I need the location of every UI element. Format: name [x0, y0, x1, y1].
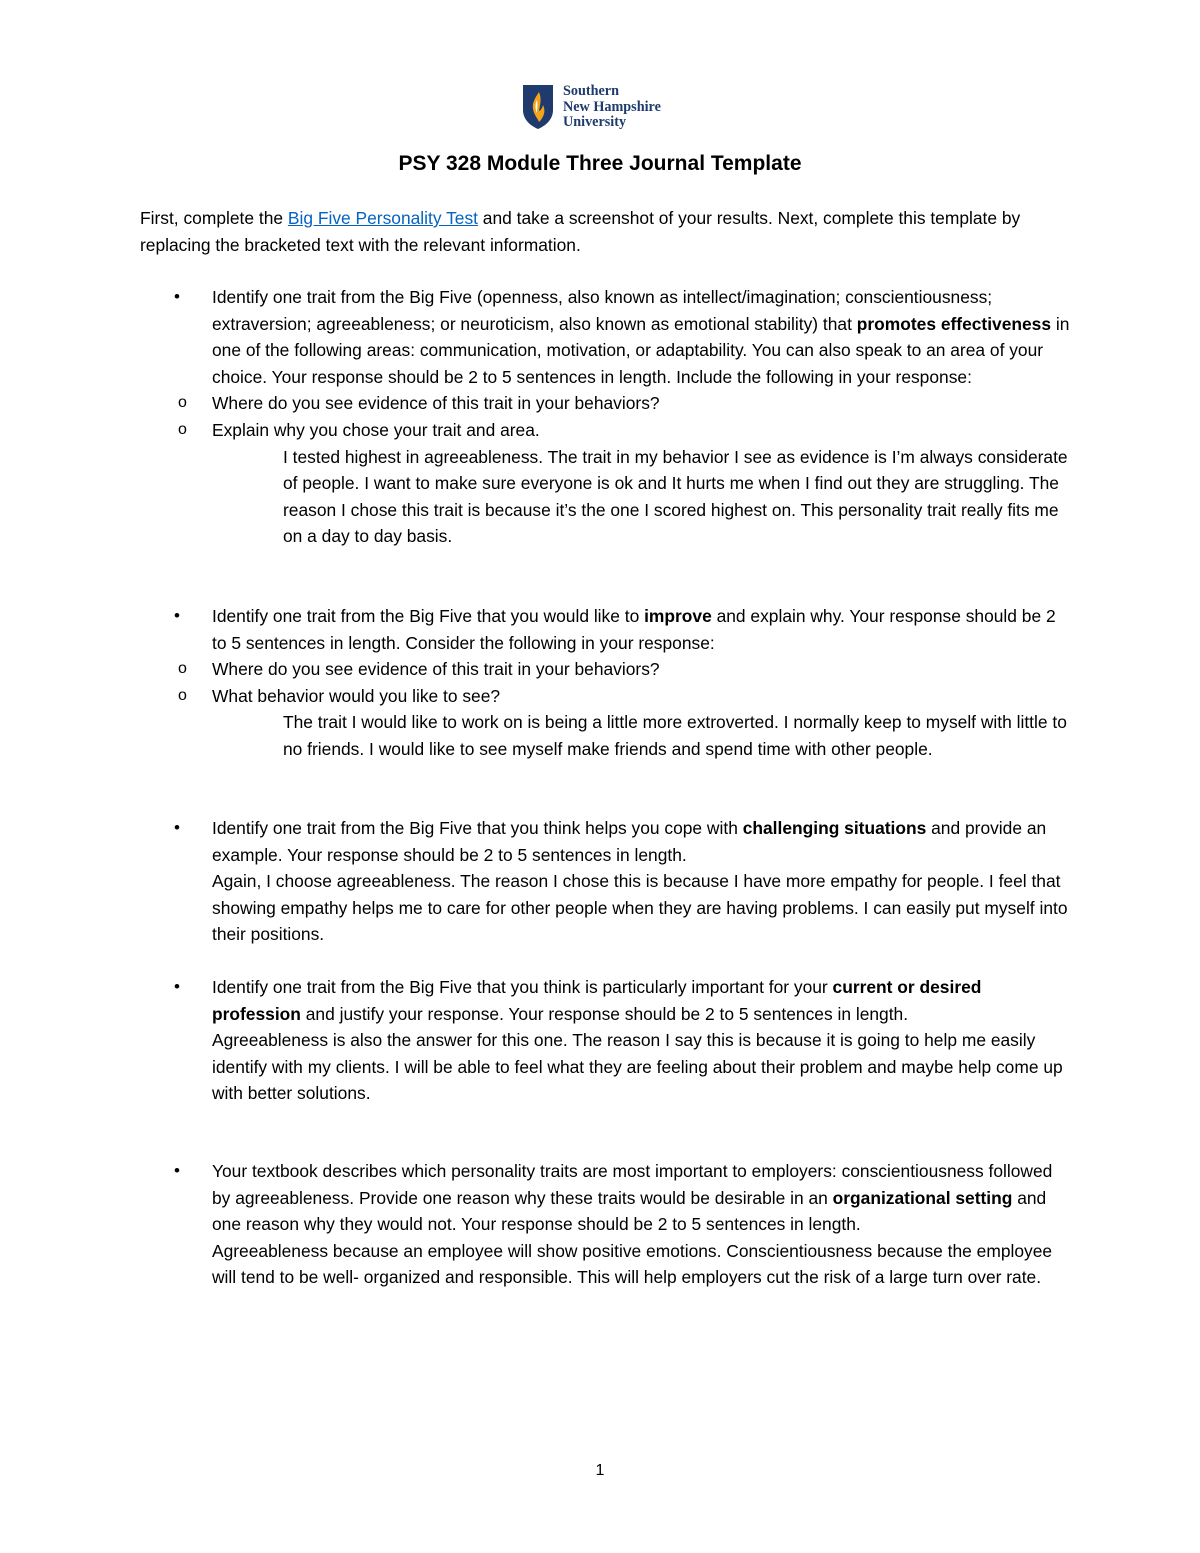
prompt-after: and explain why. Your response should be 2 to 5 sentences in length. Consider the following in your response: — [212, 606, 1056, 653]
circle-bullet-icon: o — [178, 420, 187, 438]
circle-bullet-icon: o — [178, 686, 187, 704]
prompt-after: in one of the following areas: communication, motivation, or adaptability. You can also speak to an area of your choice. Your response should be 2 to 5 sentences in length. Include the following in your response: — [212, 313, 1070, 387]
prompt-keyword: current or desired profession — [212, 977, 982, 1024]
bullet-icon: • — [174, 606, 180, 625]
bullet-icon: • — [174, 287, 180, 306]
logo-line-2: New Hampshire — [563, 98, 661, 115]
big-five-test-link[interactable]: Big Five Personality Test — [287, 208, 478, 228]
sub-item-text: Where do you see evidence of this trait in your behaviors? — [212, 659, 660, 680]
bullet-icon: • — [174, 1161, 180, 1180]
sub-item-text: Where do you see evidence of this trait in your behaviors? — [212, 393, 660, 414]
university-logo — [522, 84, 661, 132]
prompt-before: Identify one trait from the Big Five that you think is particularly important for your — [212, 977, 833, 997]
intro-text-before: First, complete the — [140, 208, 288, 228]
prompt-keyword: organizational setting — [832, 1187, 1013, 1208]
circle-bullet-icon: o — [178, 660, 187, 678]
prompt-after: and one reason why they would not. Your response should be 2 to 5 sentences in length. — [212, 1187, 1047, 1235]
circle-bullet-icon: o — [178, 394, 187, 412]
prompt-item-1 — [140, 284, 1070, 550]
prompt-before: Your textbook describes which personality traits are most important to employers: conscientiousness followed by agreeableness. Provide one reason why these traits would be desirable in an — [212, 1161, 1053, 1208]
answer-text: Again, I choose agreeableness. The reason I chose this is because I have more empathy for people. I feel that showing empathy helps me to care for other people when they are having problems. I can easily put myself into their positions. — [212, 871, 1068, 945]
sub-item — [178, 390, 1070, 417]
prompt-after: and justify your response. Your response should be 2 to 5 sentences in length. — [300, 1003, 909, 1024]
bullet-icon: • — [174, 977, 180, 996]
shield-flame-icon — [522, 84, 554, 130]
prompt-item-4 — [140, 974, 1070, 1107]
intro-paragraph — [140, 205, 1070, 258]
prompt-text — [212, 1158, 1070, 1238]
page-number: 1 — [595, 1462, 605, 1479]
logo-line-1: Southern — [563, 83, 619, 99]
sub-item-text: What behavior would you like to see? — [212, 685, 501, 706]
prompt-text — [212, 284, 1070, 390]
prompt-keyword: challenging situations — [742, 818, 927, 838]
answer-text: Agreeableness because an employee will show positive emotions. Conscientiousness because the employee will tend to be well- organized and responsible. This will help employers cut the risk of a large turn over rate. — [212, 1240, 1053, 1288]
prompt-before: Identify one trait from the Big Five that you think helps you cope with — [212, 818, 743, 838]
sub-item — [178, 656, 1070, 683]
prompt-after: and provide an example. Your response should be 2 to 5 sentences in length. — [212, 818, 1047, 865]
answer-text: Agreeableness is also the answer for this one. The reason I say this is because it is going to help me easily identify with my clients. I will be able to feel what they are feeling about their problem and maybe help come up with better solutions. — [212, 1030, 1063, 1104]
prompt-item-3 — [140, 815, 1070, 948]
sub-item — [178, 683, 1070, 710]
intro-text-after: and take a screenshot of your results. Next, complete this template by replacing the bracketed text with the relevant information. — [140, 208, 1021, 255]
prompt-before: Identify one trait from the Big Five (openness, also known as intellect/imagination; conscientiousness; extraversion; agreeableness; or neuroticism, also known as emotional stability) that — [212, 287, 993, 334]
sub-item — [178, 417, 1070, 444]
prompt-before: Identify one trait from the Big Five that you would like to — [212, 606, 645, 626]
prompt-text — [212, 815, 1070, 868]
answer-text: The trait I would like to work on is being a little more extroverted. I normally keep to myself with little to no friends. I would like to see myself make friends and spend time with other people. — [283, 712, 1067, 759]
document-title: PSY 328 Module Three Journal Template — [398, 152, 802, 175]
prompt-keyword: improve — [644, 606, 712, 626]
logo-line-3: University — [563, 114, 627, 130]
prompt-text — [212, 974, 1070, 1027]
prompt-text — [212, 603, 1070, 656]
prompt-item-2 — [140, 603, 1070, 763]
bullet-icon: • — [174, 818, 180, 837]
logo-wordmark — [563, 84, 661, 131]
prompt-item-5 — [140, 1158, 1070, 1291]
answer-text: I tested highest in agreeableness. The trait in my behavior I see as evidence is I’m always considerate of people. I want to make sure everyone is ok and It hurts me when I find out they are struggling. The reason I chose this trait is because it’s the one I scored highest on. This personality trait really fits me on a day to day basis. — [283, 446, 1068, 547]
sub-item-text: Explain why you chose your trait and area. — [212, 419, 540, 440]
prompt-keyword: promotes effectiveness — [856, 313, 1052, 334]
